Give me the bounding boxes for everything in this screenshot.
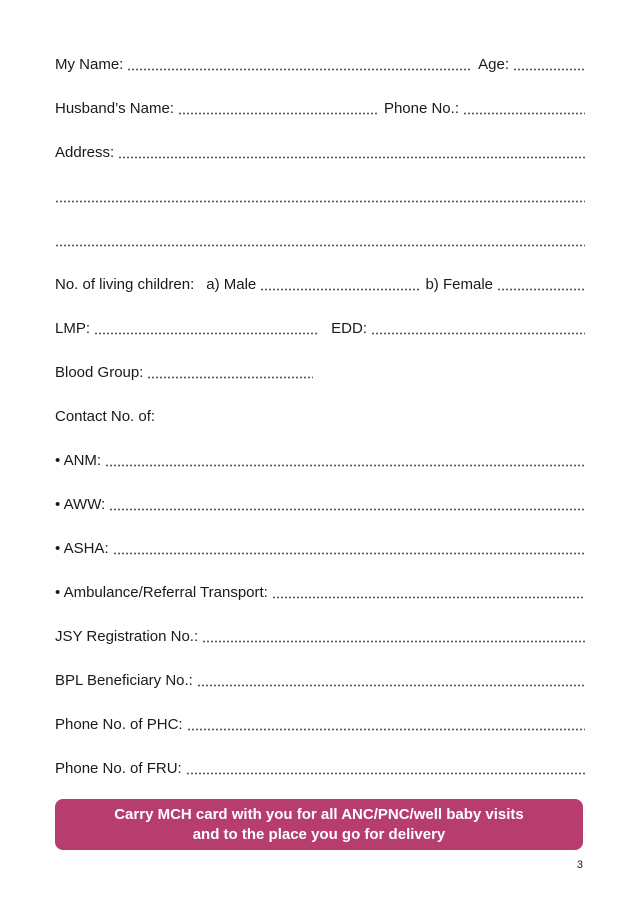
phone-no-field[interactable]	[463, 112, 585, 115]
anm-field[interactable]	[105, 464, 585, 467]
form-row-aww	[55, 490, 585, 514]
blood-group-label: Blood Group:	[55, 364, 144, 381]
form-row-living-children	[55, 270, 585, 294]
form-row-husband-phone	[55, 94, 585, 118]
asha-label: • ASHA:	[55, 540, 109, 557]
fru-field[interactable]	[186, 772, 585, 775]
blood-group-field[interactable]	[147, 376, 313, 379]
edd-field[interactable]	[371, 332, 585, 335]
asha-field[interactable]	[113, 552, 585, 555]
age-field[interactable]	[513, 68, 585, 71]
banner-line-2: and to the place you go for delivery	[192, 825, 446, 843]
address-field-line-3[interactable]	[55, 244, 585, 247]
my-name-field[interactable]	[127, 68, 472, 71]
anm-label: • ANM:	[55, 452, 102, 469]
form-row-blood-group	[55, 358, 585, 382]
form-row-address-line-3	[55, 226, 585, 250]
form-row-name-age	[55, 50, 585, 74]
form-row-asha	[55, 534, 585, 558]
form-row-jsy	[55, 622, 585, 646]
husband-name-label: Husband’s Name:	[55, 100, 174, 117]
form-row-ambulance	[55, 578, 585, 602]
phc-field[interactable]	[187, 728, 585, 731]
female-label: b) Female	[425, 276, 493, 293]
address-label: Address:	[55, 144, 115, 161]
page-number: 3	[576, 859, 583, 871]
form-row-bpl	[55, 666, 585, 690]
form-row-phc	[55, 710, 585, 734]
ambulance-label: • Ambulance/Referral Transport:	[55, 584, 268, 601]
phone-no-label: Phone No.:	[383, 100, 459, 117]
address-field-line-2[interactable]	[55, 200, 585, 203]
living-children-label: No. of living children:	[55, 276, 195, 293]
male-field[interactable]	[260, 288, 419, 291]
form-row-anm	[55, 446, 585, 470]
my-name-label: My Name:	[55, 56, 124, 73]
lmp-field[interactable]	[94, 332, 319, 335]
edd-label: EDD:	[331, 320, 367, 337]
age-label: Age:	[478, 56, 509, 73]
male-label: a) Male	[206, 276, 257, 293]
phc-label: Phone No. of PHC:	[55, 716, 183, 733]
mch-card-banner	[55, 799, 583, 850]
address-field[interactable]	[118, 156, 585, 159]
form-row-contact-heading	[55, 402, 585, 426]
form-row-fru	[55, 754, 585, 778]
form-row-address	[55, 138, 585, 162]
ambulance-field[interactable]	[272, 596, 585, 599]
form-row-lmp-edd	[55, 314, 585, 338]
jsy-label: JSY Registration No.:	[55, 628, 199, 645]
lmp-label: LMP:	[55, 320, 91, 337]
bpl-label: BPL Beneficiary No.:	[55, 672, 193, 689]
contact-heading: Contact No. of:	[55, 408, 156, 425]
aww-label: • AWW:	[55, 496, 106, 513]
female-field[interactable]	[497, 288, 585, 291]
jsy-field[interactable]	[202, 640, 585, 643]
aww-field[interactable]	[109, 508, 585, 511]
bpl-field[interactable]	[197, 684, 585, 687]
husband-name-field[interactable]	[178, 112, 378, 115]
fru-label: Phone No. of FRU:	[55, 760, 182, 777]
banner-line-1: Carry MCH card with you for all ANC/PNC/well baby visits	[114, 805, 524, 823]
form-row-address-line-2	[55, 182, 585, 206]
